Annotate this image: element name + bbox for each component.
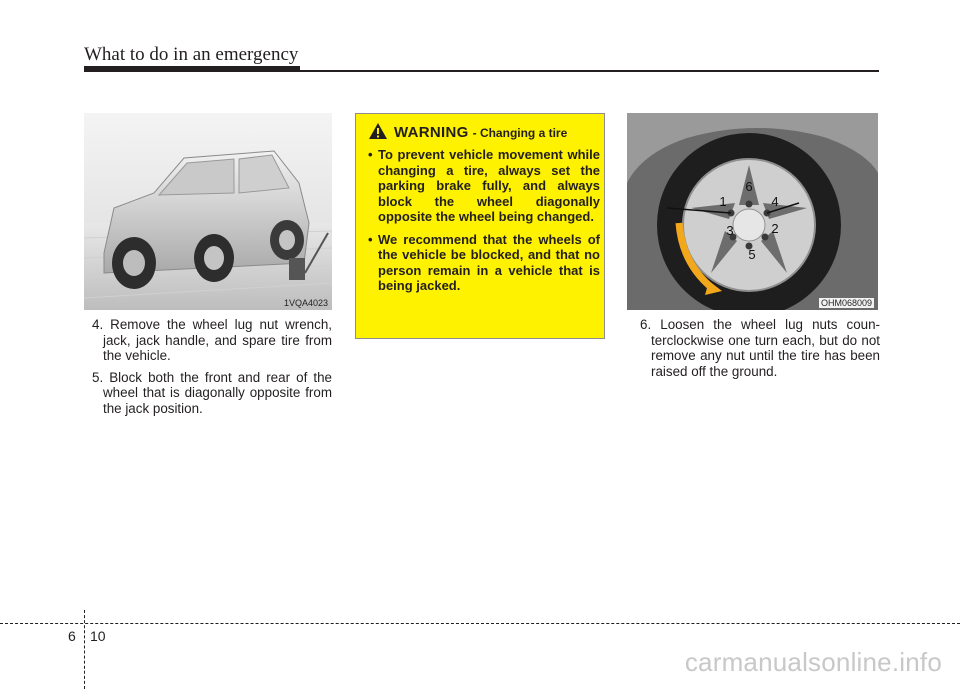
lug-number-3: 3 — [726, 223, 734, 238]
step-item: 5. Block both the front and rear of the wheel that is diagonally opposite from the jack position. — [92, 369, 332, 416]
figure-suv-jack — [84, 113, 332, 310]
lug-number-2: 2 — [771, 221, 779, 236]
suv-illustration — [84, 113, 332, 310]
warning-bullet: • To prevent vehicle movement while changing a tire, always set the parking brake fully, and always block the wheel diagonally opposite the wheel being changed. — [364, 147, 600, 225]
page-chapter-number: 6 — [68, 628, 76, 644]
header-rule — [84, 70, 879, 72]
warning-heading — [394, 124, 567, 141]
warning-bullet: • We recommend that the wheels of the vehicle be blocked, and that no person remain in a vehicle that is being jacked. — [364, 232, 600, 294]
warning-subtitle: - Changing a tire — [472, 126, 568, 140]
steps-right-column — [640, 317, 880, 385]
footer-divider — [84, 610, 85, 689]
lug-number-4: 4 — [771, 194, 779, 209]
footer-rule — [0, 623, 960, 624]
page-header-title: What to do in an emergency — [84, 44, 299, 65]
watermark-text: carmanualsonline.info — [684, 647, 942, 677]
page-number: 10 — [90, 628, 106, 644]
step-item: 4. Remove the wheel lug nut wrench, jack, jack handle, and spare tire from the vehicle. — [92, 317, 332, 364]
figure-wheel-lug-nuts — [627, 113, 878, 310]
warning-bullets — [364, 147, 600, 301]
figure-code-left: 1VQA4023 — [283, 298, 328, 308]
warning-box — [355, 113, 605, 339]
lug-number-6: 6 — [745, 179, 753, 194]
lug-number-1: 1 — [719, 194, 727, 209]
lug-number-5: 5 — [748, 247, 756, 262]
warning-title: WARNING — [394, 124, 469, 141]
warning-triangle-icon — [368, 122, 388, 140]
wheel-illustration — [627, 113, 878, 310]
step-item: 6. Loosen the wheel lug nuts coun- terclockwise one turn each, but do not remove any nut until the tire has been raised off the ground. — [640, 317, 880, 379]
figure-code-right: OHM068009 — [820, 298, 872, 308]
steps-left-column — [92, 317, 332, 423]
